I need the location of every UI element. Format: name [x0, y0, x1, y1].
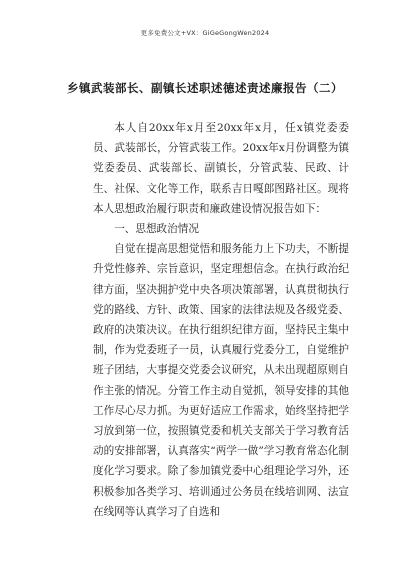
- section-heading: 一、思想政治情况: [114, 223, 199, 236]
- body-paragraph: 自觉在提高思想觉悟和服务能力上下功夫，不断提升党性修养、宗旨意识，坚定理想信念。在执行政治纪律方面，坚决拥护党中央各项决策部署，认真贯彻执行党的路线、方针、政策、国家的法律法规及各级党委、政府的决策决议。在执行组织纪律方面，坚持民主集中制，作为党委班子一员，认真履行党委分工，自觉维护班子团结，大事提交党委会议研究，从未出现超原则自作主张的情况。分管工作主动自觉抓，领导安排的其他工作尽心尽力抓。为更好适应工作需求，始终坚持把学习放到第一位，按照镇党委和机关支部关于学习教育活动的安排部署，认真落实“两学一做”学习教育常态化制度化学习要求。除了参加镇党委中心组理论学习外，还积极参加各类学习、培训通过公务员在线培训网、法宣在线网等认真学习了自选和: [93, 243, 349, 518]
- document-body: [93, 118, 349, 522]
- document-title: 乡镇武装部长、副镇长述职述德述责述廉报告（二）: [67, 81, 343, 95]
- header-note: 更多免费公文+VX：GiGeGongWen2024: [140, 29, 270, 37]
- intro-paragraph: 本人自20xx年x月至20xx年x月，任x镇党委委员、武装部长，分管武装工作。20xx年x月份调整为镇党委委员、武装部长、副镇长，分管武装、民政、计生、社保、文化等工作，联系吉日嘎郎图路社区。现将本人思想政治履行职责和廉政建设情况报告如下：: [93, 122, 349, 215]
